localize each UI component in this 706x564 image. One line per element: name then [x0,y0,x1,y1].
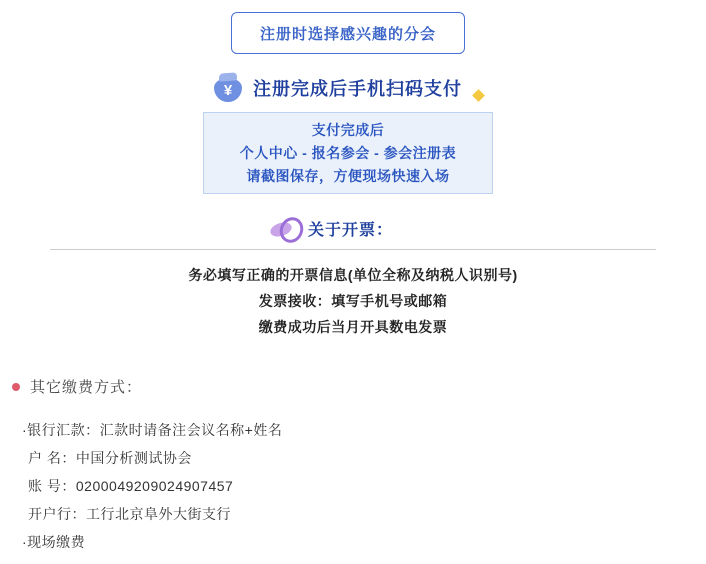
other-payment-details [22,416,522,556]
bullet-dot-icon [12,383,20,391]
registration-notice-text: 注册时选择感兴趣的分会 [259,25,436,43]
other-payment-heading-text: 其它缴费方式： [30,379,143,396]
registration-notice-banner [231,12,465,54]
payment-detail-line: 户 名：中国分析测试协会 [28,450,192,466]
payment-step-line: 个人中心 - 报名参会 - 参会注册表 [239,145,457,161]
payment-detail-line: 开户行：工行北京阜外大街支行 [28,506,231,522]
invoice-note-line: 发票接收：填写手机号或邮箱 [258,293,448,309]
other-payment-heading [12,376,142,397]
invoice-section-heading [268,212,468,244]
invoice-note-line: 务必填写正确的开票信息(单位全称及纳税人识别号) [188,267,518,283]
payment-headline [211,70,491,106]
section-divider [50,249,656,250]
payment-detail-line: ·现场缴费 [22,534,86,550]
payment-detail-line: ·银行汇款：汇款时请备注会议名称+姓名 [22,422,283,438]
money-bag-icon: ¥ [211,71,245,105]
invoice-notes [0,262,706,340]
payment-headline-text: 注册完成后手机扫码支付 [253,79,462,99]
payment-step-line: 请截图保存，方便现场快速入场 [246,168,450,184]
invoice-section-title: 关于开票： [308,221,394,239]
payment-steps-block [203,112,493,194]
payment-step-line: 支付完成后 [311,122,385,138]
payment-detail-line: 账 号：0200049209024907457 [28,478,234,494]
ribbon-icon [268,215,302,241]
invoice-note-line: 缴费成功后当月开具数电发票 [258,319,448,335]
